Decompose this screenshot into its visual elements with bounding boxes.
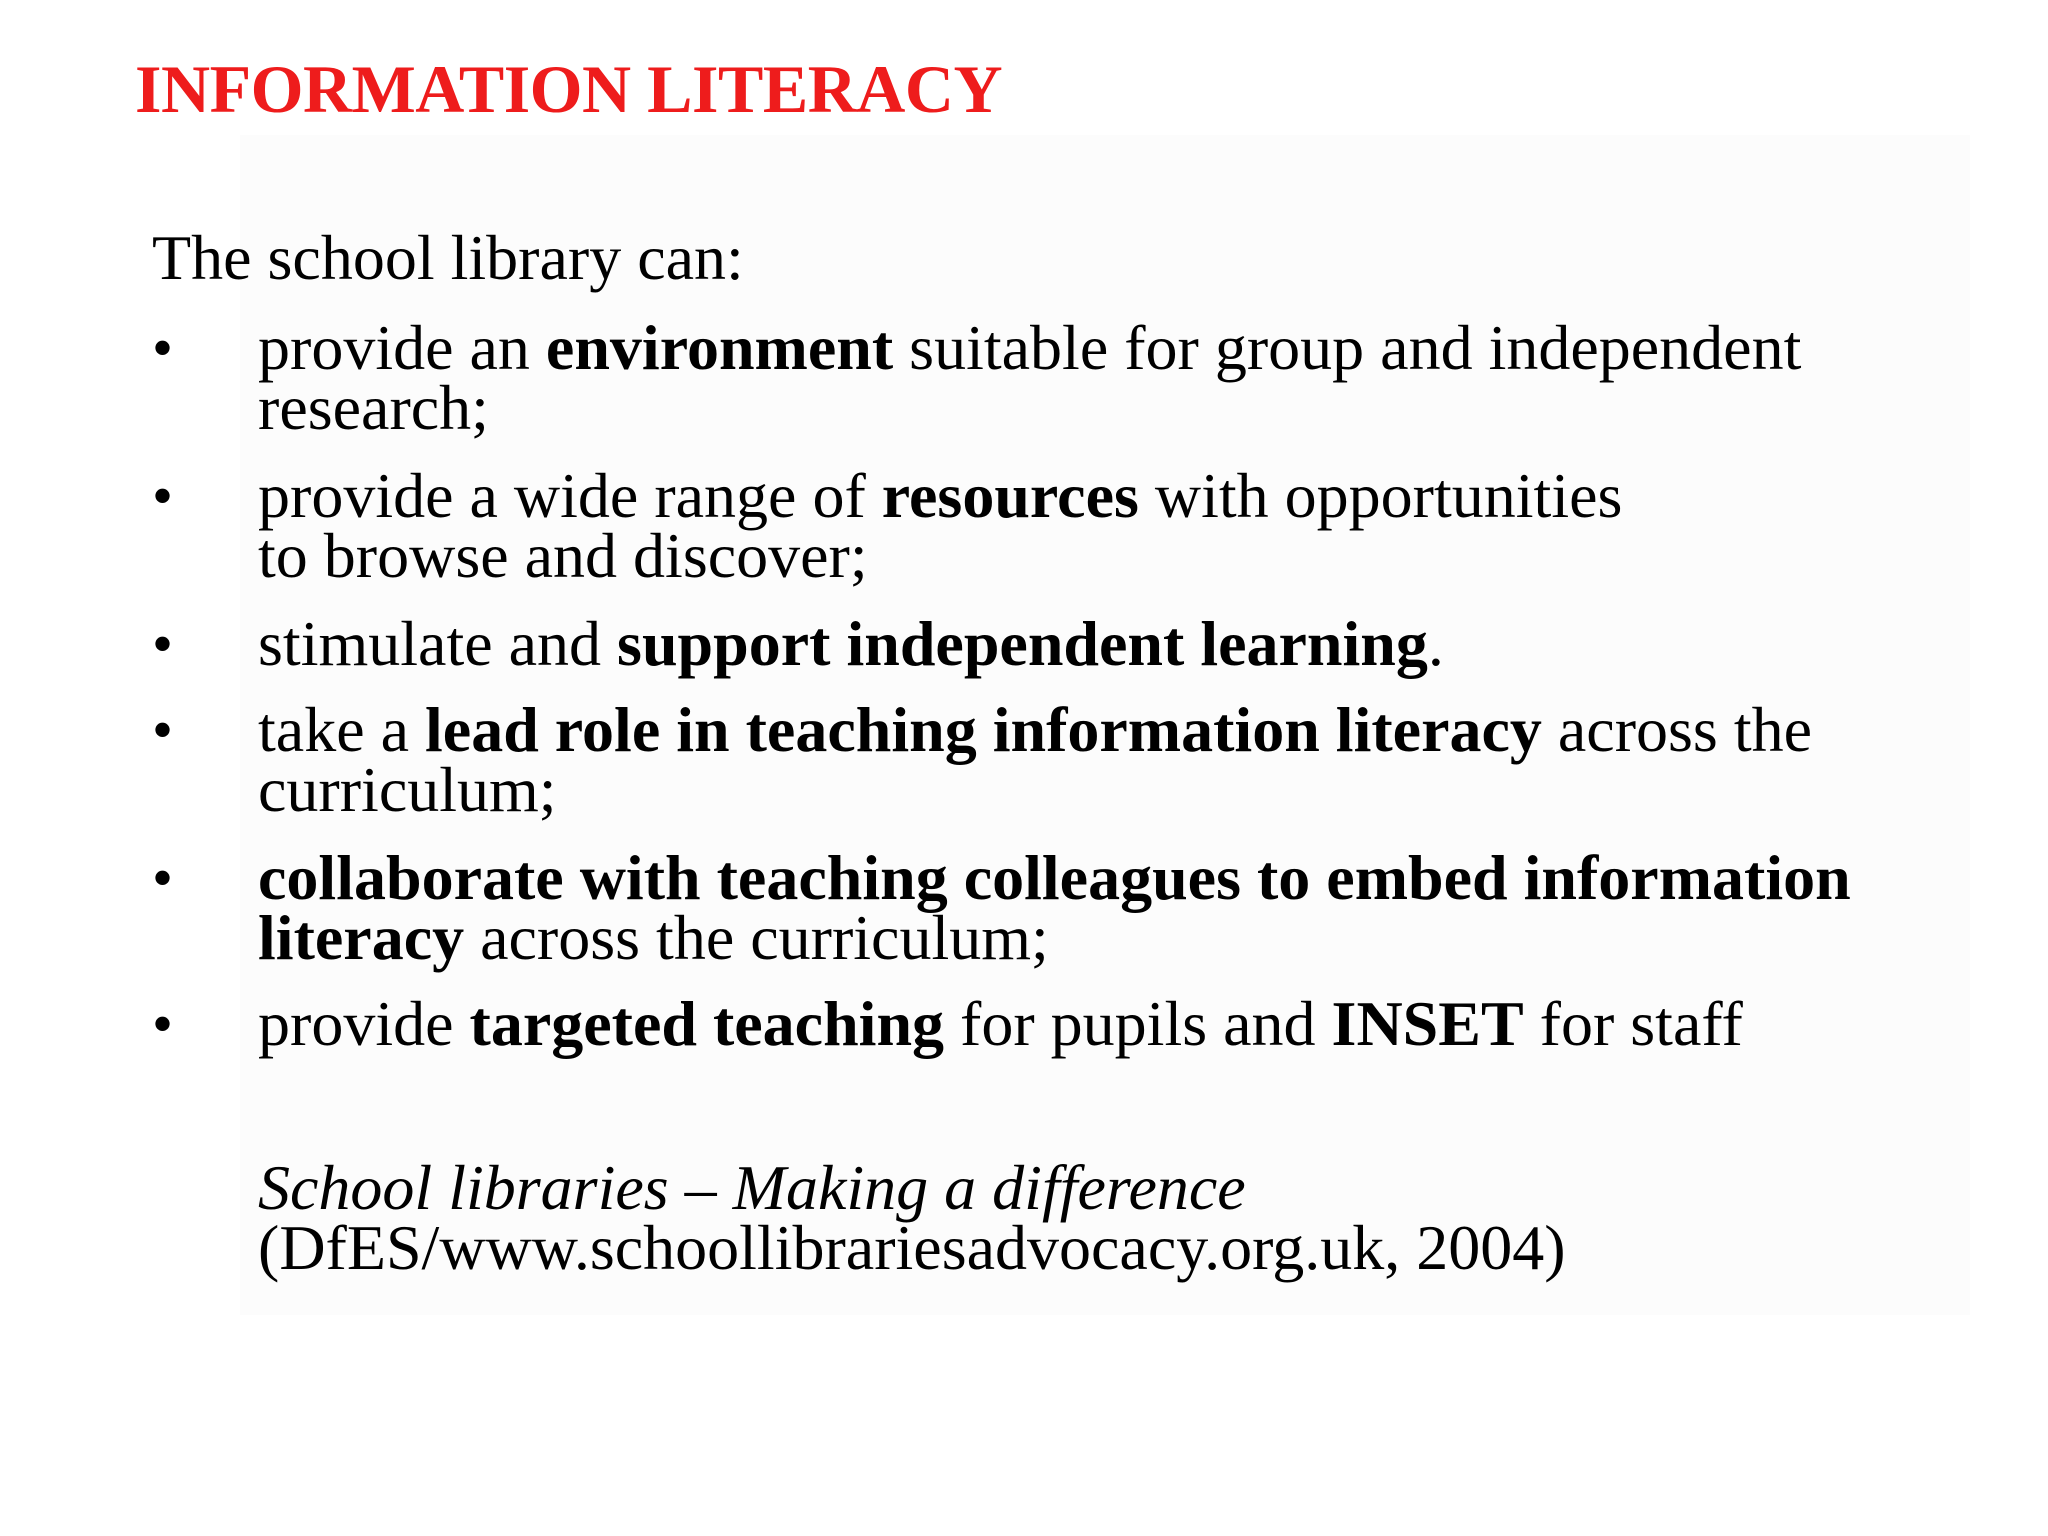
bullet-line (258, 902, 2048, 973)
bullet-text (258, 312, 2048, 443)
bold-text-run: resources (881, 460, 1139, 531)
bullet-line (258, 694, 2048, 765)
bullet-icon: • (152, 845, 174, 911)
bold-text-run: literacy (258, 902, 465, 973)
bullet-line (258, 988, 2048, 1059)
bold-text-run: environment (545, 312, 894, 383)
bullet-text (258, 842, 2048, 973)
text-run: research; (258, 372, 489, 443)
citation-source: (DfES/www.schoollibrariesadvocacy.org.uk, 2004) (258, 1212, 1566, 1283)
bullet-icon: • (152, 991, 174, 1057)
bullet-line (258, 608, 2048, 679)
bullet-text (258, 694, 2048, 825)
text-run: stimulate and (258, 608, 618, 679)
text-run: for staff (1523, 988, 1743, 1059)
bullet-line (258, 754, 2048, 825)
bullet-icon: • (152, 463, 174, 529)
text-run: to browse and discover; (258, 520, 868, 591)
bullet-icon: • (152, 315, 174, 381)
bullet-text (258, 608, 2048, 679)
text-run: . (1427, 608, 1444, 679)
bullet-line (258, 312, 2048, 383)
bullet-line (258, 460, 2048, 531)
bold-text-run: INSET (1331, 988, 1524, 1059)
citation (258, 1152, 1566, 1283)
text-run: take a (258, 694, 425, 765)
text-run: across the (1541, 694, 1812, 765)
text-run: for pupils and (944, 988, 1332, 1059)
text-run: across the curriculum; (464, 902, 1049, 973)
bold-text-run: collaborate with teaching colleagues to embed information (258, 842, 1851, 913)
text-run: provide a wide range of (258, 460, 882, 531)
text-run: suitable for group and independent (893, 312, 1802, 383)
intro-text: The school library can: (152, 222, 744, 293)
bullet-line (258, 372, 2048, 443)
bullet-icon: • (152, 697, 174, 763)
bullet-icon: • (152, 611, 174, 677)
text-run: with opportunities (1138, 460, 1623, 531)
text-run: curriculum; (258, 754, 557, 825)
bullet-text (258, 988, 2048, 1059)
bold-text-run: lead role in teaching information literacy (425, 694, 1542, 765)
citation-title: School libraries – Making a difference (258, 1152, 1246, 1223)
bold-text-run: targeted teaching (469, 988, 945, 1059)
bullet-line (258, 842, 2048, 913)
text-run: provide (258, 988, 470, 1059)
bullet-line (258, 520, 2048, 591)
text-run: provide an (258, 312, 546, 383)
bullet-text (258, 460, 2048, 591)
bold-text-run: support independent learning (617, 608, 1428, 679)
slide-title: INFORMATION LITERACY (135, 51, 1003, 127)
